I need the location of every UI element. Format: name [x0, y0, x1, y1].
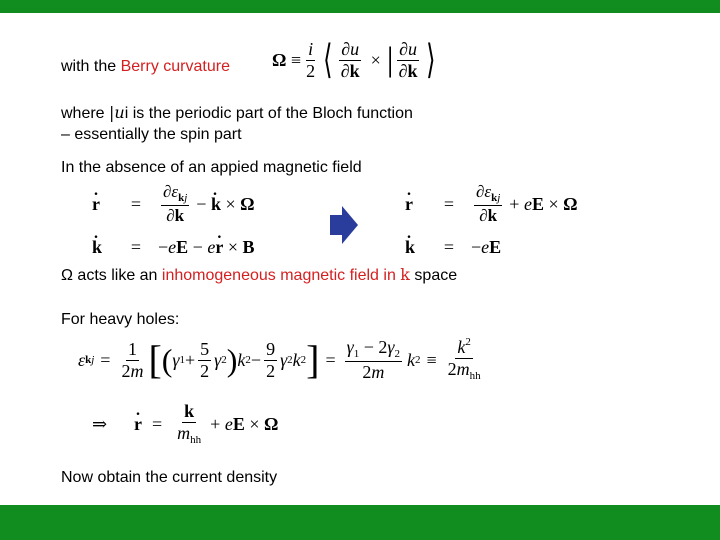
equations-of-motion-right: . r = $\frac{\partial\varepsilon_{kj}}{\partial k}$ + eE × Ω . k = −eE: [405, 182, 578, 262]
spin-part-line: – essentially the spin part: [61, 126, 242, 143]
line-text: is the periodic part of the Bloch function: [128, 105, 413, 122]
heavy-holes-line: For heavy holes:: [61, 311, 180, 328]
inhomogeneous-field-term: inhomogeneous magnetic field in: [161, 267, 401, 284]
line-text: where: [61, 105, 110, 122]
right-arrow-icon: [330, 206, 358, 244]
current-density-line: Now obtain the current density: [61, 469, 278, 486]
bottom-green-bar: [0, 505, 720, 540]
equations-of-motion-left: . r = $\frac{\partial\varepsilon_{kj}}{\partial k}$ − . k × Ω . k = −eE − e. r × B: [92, 182, 255, 262]
line-text: with the: [61, 58, 121, 75]
omega-statement-line: [61, 265, 457, 286]
line-text: space: [409, 267, 458, 284]
berry-curvature-equation: Ω ≡ $\frac{i}{2}$ ⟨ $\frac{\partial u}{\partial k}$ × | $\frac{\partial u}{\partial k}$ ⟩: [272, 37, 435, 83]
line-text: acts like an: [72, 267, 162, 284]
symbol-tail: i: [124, 105, 129, 122]
berry-curvature-line: [61, 57, 230, 77]
omega-symbol: Ω: [61, 267, 73, 284]
absence-field-line: In the absence of an appied magnetic field: [61, 159, 362, 176]
periodic-part-line: [61, 103, 413, 124]
ket-u-symbol: |u: [109, 103, 125, 122]
heavy-hole-energy-equation: ε k j = $\frac{1}{2m}$ [ ( γ 1 + $\frac{5}{2}$ γ 2 ) k 2 − $\frac{9}{2}$ γ 2 k 2 ] = $\frac{\gamma_1 - 2\gamma_2}{2m}$ k 2 ≡ $\frac{k^2}{2m_{hh}}$: [78, 336, 481, 383]
top-green-bar: [0, 0, 720, 13]
velocity-equation: ⇒ . r = $\frac{k}{m_{hh}}$ + eE × Ω: [92, 398, 278, 450]
k-symbol: k: [400, 265, 410, 284]
berry-curvature-term: Berry curvature: [120, 58, 230, 75]
